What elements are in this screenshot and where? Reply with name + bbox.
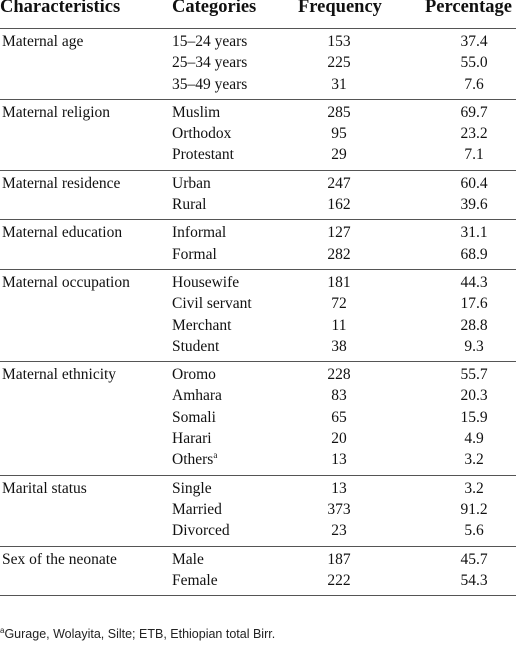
category-cell [172,76,247,94]
category-text: Student [172,337,220,355]
frequency-cell: 127 [327,224,351,242]
category-cell [172,54,247,72]
category-text: 25–34 years [172,54,248,72]
percentage-cell: 68.9 [460,245,488,263]
table-row [0,365,516,386]
table-row [0,386,516,407]
table-row [0,75,516,96]
table-body [0,29,516,596]
percentage-cell: 31.1 [460,224,488,242]
percentage-cell: 54.3 [460,571,488,589]
category-text: Male [172,550,204,568]
percentage-cell: 17.6 [460,295,488,313]
row-group [0,547,516,597]
frequency-cell: 83 [331,387,347,405]
category-cell [172,33,247,51]
frequency-cell: 29 [331,146,347,164]
percentage-cell: 37.4 [460,33,488,50]
category-text: Female [172,571,218,589]
frequency-cell: 162 [327,196,351,214]
category-text: Rural [172,196,207,214]
header-characteristics: Characteristics [0,0,121,17]
category-text: 15–24 years [172,33,248,50]
category-text: Single [172,479,212,497]
frequency-cell: 13 [331,451,347,469]
header-categories: Categories [172,0,257,17]
row-group [0,171,516,221]
characteristic-cell: Maternal education [2,224,123,242]
table-footnote [0,626,516,641]
category-cell [172,387,222,405]
frequency-cell: 11 [331,316,347,334]
category-cell [172,572,218,590]
table-row [0,294,516,315]
header-frequency: Frequency [298,0,382,17]
percentage-cell: 7.1 [464,146,484,164]
category-cell [172,522,230,540]
category-cell [172,196,206,214]
category-cell [172,146,234,164]
percentage-cell: 69.7 [460,103,488,121]
footnote-text: Gurage, Wolayita, Silte; ETB, Ethiopian total Birr. [4,627,276,641]
table-row [0,32,516,53]
footnote-marker: a [213,450,218,461]
percentage-cell: 91.2 [460,500,488,518]
category-text: Protestant [172,146,234,164]
category-text: Somali [172,408,216,426]
category-cell [172,451,217,469]
category-text: Housewife [172,273,240,291]
frequency-cell: 228 [327,366,351,384]
category-text: Married [172,500,222,518]
category-text: Orthodox [172,125,232,143]
percentage-cell: 39.6 [460,196,488,214]
category-cell [172,338,219,356]
percentage-cell: 44.3 [460,273,488,291]
percentage-cell: 28.8 [460,316,488,334]
table-row [0,245,516,266]
row-group [0,100,516,171]
frequency-cell: 285 [327,103,351,121]
frequency-cell: 72 [331,295,347,313]
category-cell [172,125,231,143]
percentage-cell: 45.7 [460,550,488,568]
table-row [0,316,516,337]
table-row [0,521,516,542]
category-text: Merchant [172,316,232,334]
characteristic-cell: Maternal occupation [2,273,130,291]
category-text: Civil servant [172,295,252,313]
row-group [0,362,516,475]
row-group [0,220,516,270]
frequency-cell: 23 [331,522,347,540]
row-group [0,29,516,100]
percentage-cell: 23.2 [460,125,488,143]
characteristic-cell: Sex of the neonate [2,550,117,568]
category-cell [172,317,231,335]
frequency-cell: 31 [331,75,347,93]
category-cell [172,551,204,569]
category-cell [172,246,217,264]
table-row [0,223,516,244]
table-row [0,103,516,124]
row-group [0,270,516,362]
category-cell [172,274,239,292]
frequency-cell: 222 [327,571,351,589]
percentage-cell: 3.2 [464,479,484,497]
table-row [0,273,516,294]
category-text: Oromo [172,366,216,384]
category-text: Urban [172,174,211,192]
frequency-cell: 282 [327,245,351,263]
percentage-cell: 4.9 [464,430,484,448]
row-group [0,476,516,547]
percentage-cell: 5.6 [464,522,484,540]
characteristic-cell: Maternal residence [2,174,121,192]
percentage-cell: 55.0 [460,54,488,72]
frequency-cell: 65 [331,408,347,426]
frequency-cell: 187 [327,550,351,568]
category-text: 35–49 years [172,75,248,93]
frequency-cell: 20 [331,430,347,448]
table-row [0,571,516,592]
table-row [0,450,516,471]
percentage-cell: 9.3 [464,337,484,355]
table-row [0,145,516,166]
category-text: Divorced [172,522,230,540]
table-header [0,0,516,29]
category-text: Harari [172,430,212,448]
category-cell [172,409,216,427]
frequency-cell: 13 [331,479,347,497]
percentage-cell: 7.6 [464,75,484,93]
frequency-cell: 225 [327,54,351,72]
category-cell [172,104,220,122]
category-text: Muslim [172,103,221,121]
category-cell [172,366,216,384]
characteristic-cell: Maternal ethnicity [2,366,117,384]
category-cell [172,295,252,313]
frequency-cell: 95 [331,125,347,143]
characteristic-cell: Maternal religion [2,103,111,121]
category-cell [172,224,226,242]
frequency-cell: 153 [327,33,351,50]
category-cell [172,480,212,498]
percentage-cell: 20.3 [460,387,488,405]
table-row [0,174,516,195]
header-percentage: Percentage [425,0,512,17]
frequency-cell: 38 [331,337,347,355]
category-cell [172,175,211,193]
category-cell [172,430,212,448]
category-cell [172,501,222,519]
frequency-cell: 181 [327,273,351,291]
percentage-cell: 55.7 [460,366,488,384]
frequency-cell: 373 [327,500,351,518]
category-text: Informal [172,224,227,242]
category-text: Formal [172,245,217,263]
table-row [0,53,516,74]
table-row [0,479,516,500]
frequency-cell: 247 [327,174,351,192]
table-row [0,124,516,145]
table-row [0,429,516,450]
table-row [0,550,516,571]
percentage-cell: 60.4 [460,174,488,192]
characteristic-cell: Maternal age [2,33,84,50]
characteristic-cell: Marital status [2,479,87,497]
footnote-marker: a [0,626,5,635]
table-row [0,337,516,358]
table-row [0,195,516,216]
percentage-cell: 3.2 [464,451,484,469]
category-text: Amhara [172,387,222,405]
table-row [0,408,516,429]
table-row [0,500,516,521]
category-text: Others [172,451,214,469]
percentage-cell: 15.9 [460,408,488,426]
